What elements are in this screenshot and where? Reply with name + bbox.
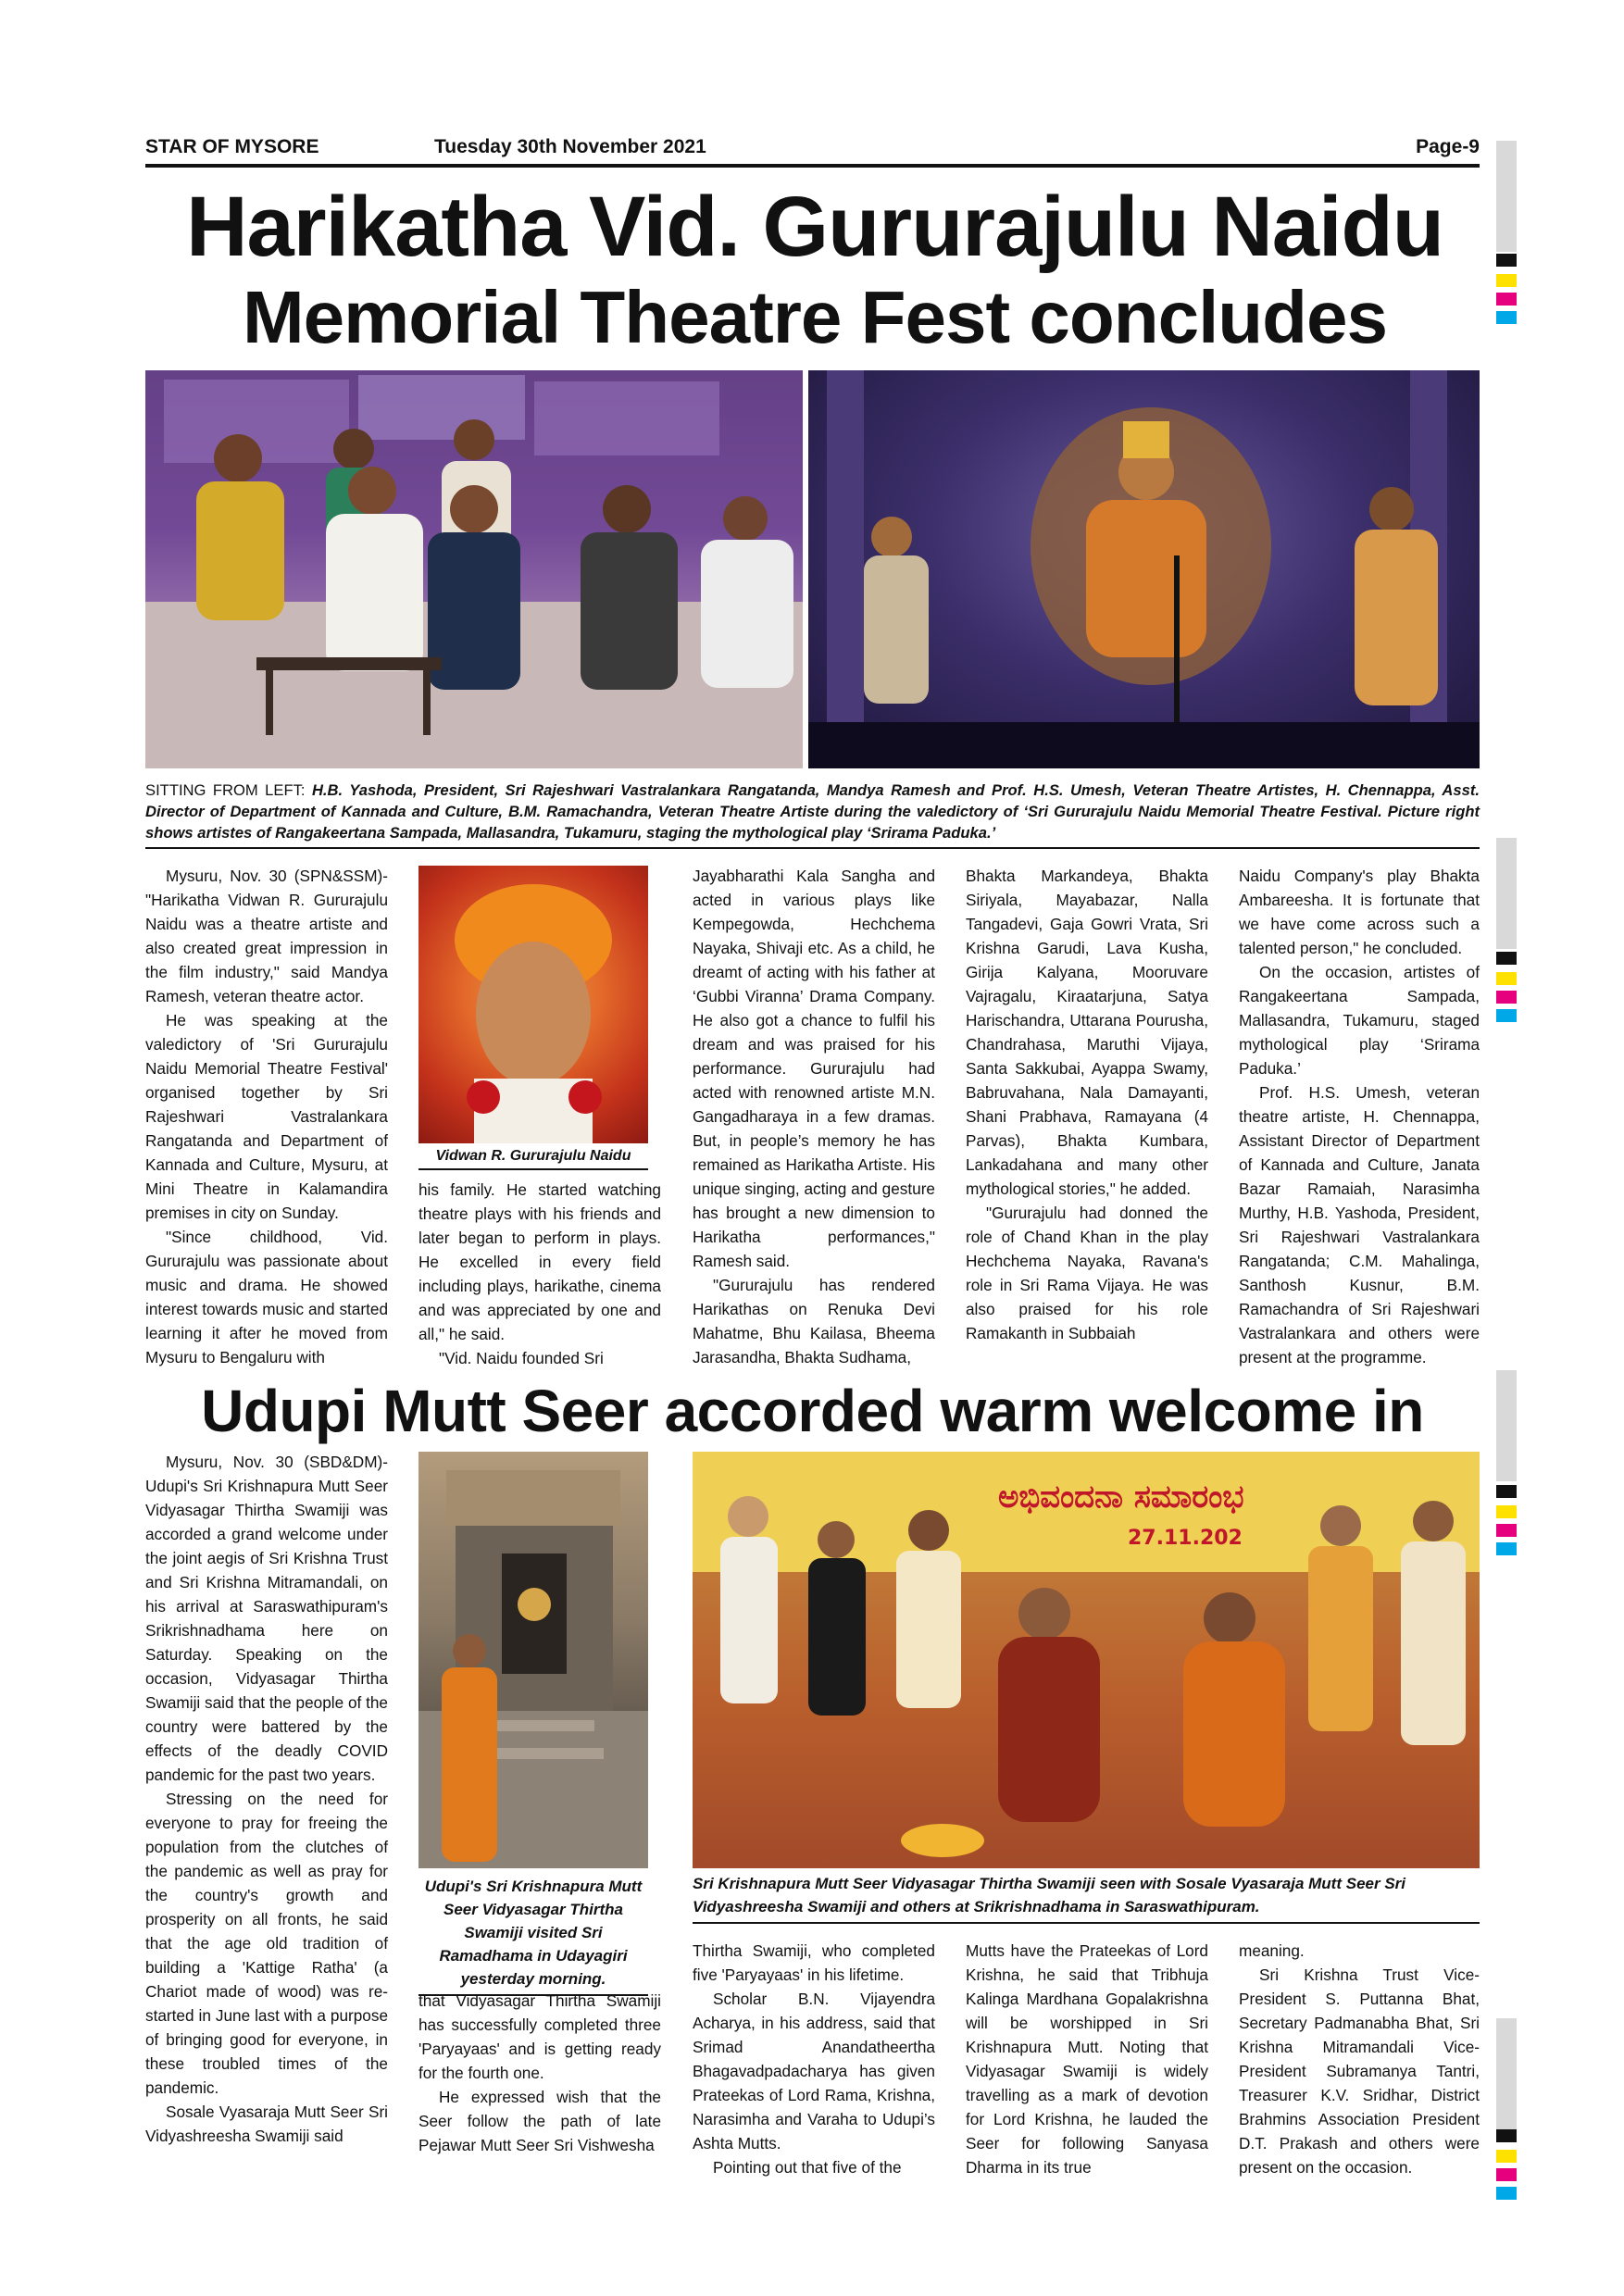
banner-date: 27.11.202 [1128, 1527, 1243, 1550]
caption-lead: SITTING FROM LEFT: [145, 781, 312, 799]
temple-illustration [418, 1452, 648, 1868]
stage-illustration [145, 370, 803, 768]
article1-column-4 [966, 864, 1208, 1345]
registration-bar [1496, 1370, 1517, 1481]
paragraph: Scholar B.N. Vijayendra Acharya, in his address, said that Srimad Anandatheertha Bhagavadpadacharya has given Prateekas of Lord Rama, Krishna, Narasimha and Varaha to Udupi’s Ashta Mutts. [693, 1990, 935, 2152]
article1-photo-caption [145, 780, 1480, 849]
paragraph: his family. He started watching theatre plays with his friends and later began to perform in plays. He excelled in every field including plays, harikathe, cinema and was appreciated by one and all," he said. [418, 1180, 661, 1343]
paragraph: "Since childhood, Vid. Gururajulu was passionate about music and drama. He showed interest towards music and started learning it after he moved from Mysuru to Bengaluru with [145, 1228, 388, 1366]
paragraph: Bhakta Markandeya, Bhakta Siriyala, Mayabazar, Nalla Tangadevi, Gaja Gowri Vrata, Sri Krishna Garudi, Lava Kusha, Girija Kalyana, Mooruvare Vajragalu, Kiraatarjuna, Satya Harischandra, Uttarana Pourusha, Chandrahasa, Maruthi Vijaya, Santa Sakkubai, Ayappa Swamy, Babruvahana, Nala Damayanti, Shani Prabhava, Ramayana (4 Parvas), Bhakta Kumbara, Lankadahana and many other mythological stories," he added. [966, 867, 1208, 1198]
registration-black-chip [1496, 254, 1517, 267]
photo-srirama-paduka-play [808, 370, 1480, 768]
paragraph: Pointing out that five of the [713, 2158, 902, 2177]
paragraph: Mutts have the Prateekas of Lord Krishna, he said that Tribhuja Kalinga Mardhana Gopalakrishna will be worshipped in Sri Krishnapura Mutt. Noting that Vidyasagar Swamiji is widely travelling as a mark of devotion for Lord Krishna, he lauded the Seer for following Sanyasa Dharma in its true [966, 1941, 1208, 2177]
article2-column-4 [966, 1939, 1208, 2179]
registration-magenta-chip [1496, 991, 1517, 1004]
article1-column-2 [418, 1178, 661, 1370]
photo-seer-at-ramadhama [418, 1452, 648, 1868]
headline-line2: Memorial Theatre Fest concludes [242, 276, 1388, 358]
registration-black-chip [1496, 2129, 1517, 2142]
article2-column-5 [1239, 1939, 1480, 2179]
paragraph: He expressed wish that the Seer follow the path of late Pejawar Mutt Seer Sri Vishwesha [418, 2088, 661, 2154]
paragraph: Prof. H.S. Umesh, veteran theatre artiste, H. Chennappa, Assistant Director of Department of Kannada and Culture, Janata Bazar Ramaiah, Narasimha Murthy, H.B. Yashoda, President, Sri Rajeshwari Vastralankara Rangatanda; C.M. Mahalinga, Santhosh Kusnur, B.M. Ramachandra of Sri Rajeshwari Vastralankara and others were present at the programme. [1239, 1083, 1480, 1366]
paragraph: Thirtha Swamiji, who completed five 'Paryayaas' in his lifetime. [693, 1941, 935, 1984]
registration-magenta-chip [1496, 293, 1517, 306]
issue-date: Tuesday 30th November 2021 [434, 136, 706, 157]
article2-headline: Udupi Mutt Seer accorded warm welcome in [201, 1378, 1424, 1444]
group-illustration [693, 1452, 1480, 1868]
registration-cyan-chip [1496, 1542, 1517, 1555]
paragraph: Mysuru, Nov. 30 (SPN&SSM)- "Harikatha Vidwan R. Gururajulu Naidu was a theatre artiste and also created great impression in the film industry," said Mandya Ramesh, veteran theatre actor. [145, 867, 388, 1005]
paragraph: Stressing on the need for everyone to pray for freeing the population from the clutches of the pandemic as well as pray for the country's growth and prosperity on all fronts, he said that the age old tradition of building a 'Kattige Ratha' (a Chariot made of wood) was re-started in June last with a purpose of bringing good for everyone, in these troubled times of the pandemic. [145, 1790, 388, 2097]
article1-column-5 [1239, 864, 1480, 1369]
registration-yellow-chip [1496, 1505, 1517, 1518]
masthead [145, 136, 1480, 168]
portrait-caption: Vidwan R. Gururajulu Naidu [418, 1148, 648, 1170]
paragraph: Jayabharathi Kala Sangha and acted in various plays like Kempegowda, Hechchema Nayaka, Shivaji etc. As a child, he dreamt of acting with his father at ‘Gubbi Viranna’ Drama Company. He also got a chance to fulfil his dream and was praised for his performance. Gururajulu had acted with renowned artiste M.N. Gangadharaya in a few dramas. But, in people’s memory he has remained as Harikatha Artiste. His unique singing, acting and gesture has brought a new dimension to Harikatha performances," Ramesh said. [693, 867, 935, 1270]
paragraph: Sosale Vyasaraja Mutt Seer Sri Vidyashreesha Swamiji said [145, 2103, 388, 2145]
registration-magenta-chip [1496, 1524, 1517, 1537]
paragraph: meaning. [1239, 1941, 1305, 1960]
article1-column-1 [145, 864, 388, 1369]
registration-yellow-chip [1496, 2150, 1517, 2163]
banner-text: ಅಭಿವಂದನಾ ಸಮಾರಂಭ [998, 1479, 1244, 1516]
paragraph: Mysuru, Nov. 30 (SBD&DM)- Udupi's Sri Krishnapura Mutt Seer Vidyasagar Thirtha Swamiji was accorded a grand welcome under the joint aegis of Sri Krishna Trust and Sri Krishna Mitramandali, on his arrival at Saraswathipuram's Srikrishnadhama here on Saturday. Speaking on the occasion, Vidyasagar Thirtha Swamiji said that the people of the country were battered by the effects of the deadly COVID pandemic for the past two years. [145, 1453, 388, 1784]
group-photo-caption: Sri Krishnapura Mutt Seer Vidyasagar Thirtha Swamiji seen with Sosale Vyasaraja Mutt Seer Sri Vidyashreesha Swamiji and others at Srikrishnadhama in Saraswathipuram. [693, 1872, 1480, 1924]
article2-column-3 [693, 1939, 935, 2179]
page-number: Page-9 [1416, 136, 1480, 157]
paragraph: "Gururajulu had donned the role of Chand Khan in the play Hechchema Nayaka, Ravana's role in Sri Rama Vijaya. He was also praised for his role Ramakanth in Subbaiah [966, 1204, 1208, 1342]
registration-yellow-chip [1496, 274, 1517, 287]
photo-seers-at-srikrishnadhama [693, 1452, 1480, 1868]
paragraph: He was speaking at the valedictory of 'Sri Gururajulu Naidu Memorial Theatre Festival' organised together by Sri Rajeshwari Vastralankara Rangatanda and Department of Kannada and Culture, Mysuru, at Mini Theatre in Kalamandira premises in city on Sunday. [145, 1011, 388, 1222]
article1-headline [139, 181, 1491, 362]
registration-cyan-chip [1496, 311, 1517, 324]
temple-photo-caption: Udupi's Sri Krishnapura Mutt Seer Vidyasagar Thirtha Swamiji visited Sri Ramadhama in Udayagiri yesterday morning. [418, 1875, 648, 1996]
article2-column-1 [145, 1450, 388, 2148]
photo-dignitaries-on-stage [145, 370, 803, 768]
paragraph: "Vid. Naidu founded Sri [439, 1349, 604, 1367]
paragraph: Naidu Company's play Bhakta Ambareesha. It is fortunate that we have come across such a talented person," he concluded. [1239, 867, 1480, 957]
registration-bar [1496, 2018, 1517, 2129]
article2-column-2 [418, 1989, 661, 2157]
registration-black-chip [1496, 1485, 1517, 1498]
photo-gururajulu-naidu-portrait [418, 866, 648, 1143]
play-illustration [808, 370, 1480, 768]
registration-black-chip [1496, 952, 1517, 965]
caption-body: H.B. Yashoda, President, Sri Rajeshwari Vastralankara Rangatanda, Mandya Ramesh and Prof. H.S. Umesh, Veteran Theatre Artistes, H. Chennappa, Asst. Director of Department of Kannada and Culture, B.M. Ramachandra, Veteran Theatre Artiste during the valedictory of ‘Sri Gururajulu Naidu Memorial Theatre Festival. Picture right shows artistes of Rangakeertana Sampada, Mallasandra, Tukamuru, staging the mythological play ‘Srirama Paduka.’ [145, 781, 1480, 842]
headline-line1: Harikatha Vid. Gururajulu Naidu [186, 180, 1443, 274]
registration-cyan-chip [1496, 1009, 1517, 1022]
registration-yellow-chip [1496, 972, 1517, 985]
paragraph: "Gururajulu has rendered Harikathas on Renuka Devi Mahatme, Bhu Kailasa, Bheema Jarasandha, Bhakta Sudhama, [693, 1276, 935, 1366]
registration-bar [1496, 141, 1517, 252]
paragraph: that Vidyasagar Thirtha Swamiji has successfully completed three 'Paryayaas' and is getting ready for the fourth one. [418, 1991, 661, 2082]
portrait-illustration [418, 866, 648, 1143]
registration-cyan-chip [1496, 2187, 1517, 2200]
newspaper-name: STAR OF MYSORE [145, 136, 319, 157]
article1-column-3 [693, 864, 935, 1369]
registration-magenta-chip [1496, 2168, 1517, 2181]
paragraph: Sri Krishna Trust Vice-President S. Puttanna Bhat, Secretary Padmanabha Bhat, Sri Krishna Mitramandali Vice-President Subramanya Tantri, Treasurer K.V. Sridhar, District Brahmins Association President D.T. Prakash and others were present on the occasion. [1239, 1965, 1480, 2177]
registration-bar [1496, 838, 1517, 949]
paragraph: On the occasion, artistes of Rangakeertana Sampada, Mallasandra, Tukamuru, staged mythological play ‘Srirama Paduka.’ [1239, 963, 1480, 1078]
